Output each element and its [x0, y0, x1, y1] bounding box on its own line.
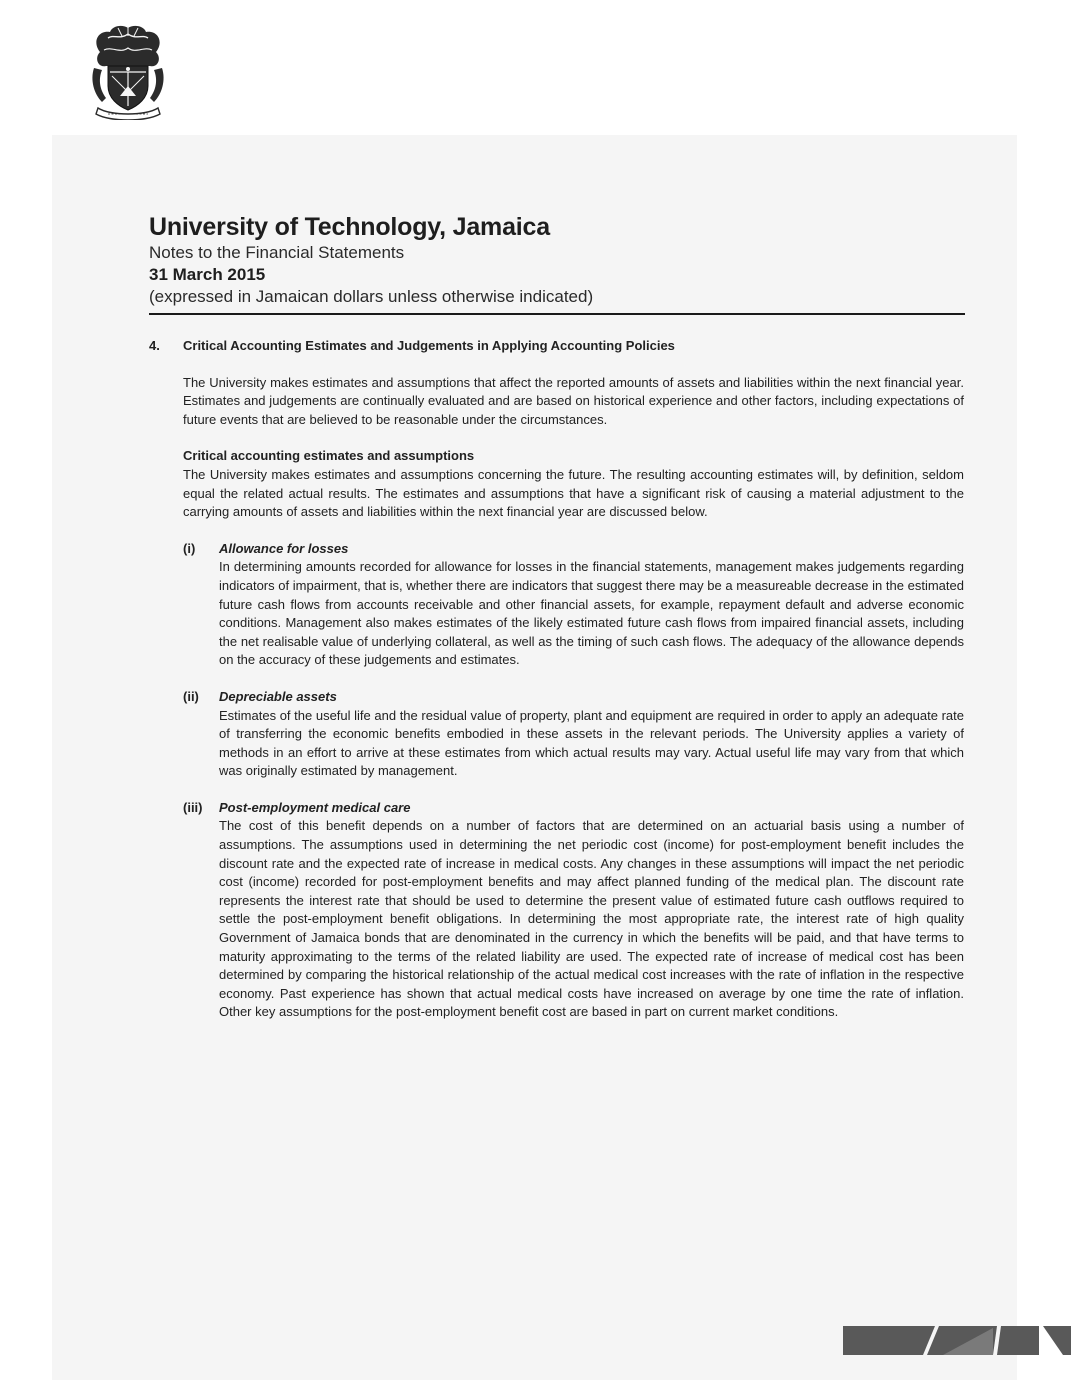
section-body — [149, 374, 964, 1022]
subsection-heading: Critical accounting estimates and assumptions — [183, 448, 475, 464]
item-text: In determining amounts recorded for allowance for losses in the financial statements, management makes judgements regarding indicators of impairment, that is, whether there are indicators that suggest there may be a measureable decrease in the estimated future cash flows from accounts receivable and other financial assets, for example, repayment default and adverse economic conditions. Management also makes estimates of the likely estimated future cash flows from impaired financial assets, including the net realisable value of underlying collateral, as well as the timing of such cash flows. The adequacy of the allowance depends on the accuracy of these judgements and estimates. — [219, 559, 964, 668]
currency-note: (expressed in Jamaican dollars unless otherwise indicated) — [149, 287, 594, 306]
item-title: Depreciable assets — [219, 688, 337, 704]
document-date: 31 March 2015 — [149, 265, 266, 284]
list-item — [183, 688, 964, 781]
header-divider — [149, 313, 965, 315]
item-text: Estimates of the useful life and the residual value of property, plant and equipment are required in order to apply an adequate rate of transferring the economic benefits embodied in these assets in the relevant periods. The University applies a variety of methods in an effort to arrive at these estimates from which actual results may vary. Actual useful life may vary from that which was originally estimated by management. — [219, 707, 964, 779]
section-title: Critical Accounting Estimates and Judgements in Applying Accounting Policies — [183, 338, 675, 353]
item-title: Allowance for losses — [219, 540, 349, 556]
document-subtitle: Notes to the Financial Statements — [149, 243, 405, 262]
item-number: (ii) — [183, 688, 199, 704]
section-number: 4. — [149, 338, 160, 353]
organization-title: University of Technology, Jamaica — [149, 213, 550, 241]
item-title: Post-employment medical care — [219, 799, 411, 815]
item-text: The cost of this benefit depends on a number of factors that are determined on an actuarial basis using a number of assumptions. The assumptions used in determining the net periodic cost (income) for post-employment benefit includes the discount rate and the expected rate of increase in medical costs. Any changes in these assumptions will impact the net periodic cost (income) recorded for post-employment benefits and may affect planned funding of the medical plan. The discount rate represents the interest rate that should be used to determine the present value of estimated future cash outflows required to settle the post-employment benefit obligations. In determining the most appropriate rate, the interest rate of high quality Government of Jamaica bonds that are denominated in the currency in which the benefits will be paid, and that have terms to maturity approximating to the terms of the related liability are used. The expected rate of increase of medical cost has been determined by comparing the historical relationship of the actual medical cost increases with the rate of inflation in the respective economy. Past experience has shown that actual medical costs have increased on average by one time the rate of inflation. Other key assumptions for the post-employment benefit cost are based in part on current market conditions. — [219, 818, 964, 1020]
item-number: (iii) — [183, 799, 203, 815]
university-crest-logo — [88, 24, 168, 120]
subsection-paragraph: The University makes estimates and assumptions concerning the future. The resulting accounting estimates will, by definition, seldom equal the related actual results. The estimates and assumptions that have a significant risk of causing a material adjustment to the carrying amounts of assets and liabilities within the next financial year are discussed below. — [183, 466, 964, 520]
document-header — [149, 212, 964, 308]
intro-paragraph: The University makes estimates and assumptions that affect the reported amounts of assets and liabilities within the next financial year. Estimates and judgements are continually evaluated and are based on historical experience and other factors, including expectations of future events that are believed to be reasonable under the circumstances. — [183, 374, 964, 427]
section-heading — [149, 337, 964, 356]
list-item — [183, 799, 964, 1022]
note-section — [149, 337, 964, 1022]
footer-decoration — [843, 1326, 1071, 1355]
item-number: (i) — [183, 540, 196, 556]
list-item — [183, 540, 964, 670]
